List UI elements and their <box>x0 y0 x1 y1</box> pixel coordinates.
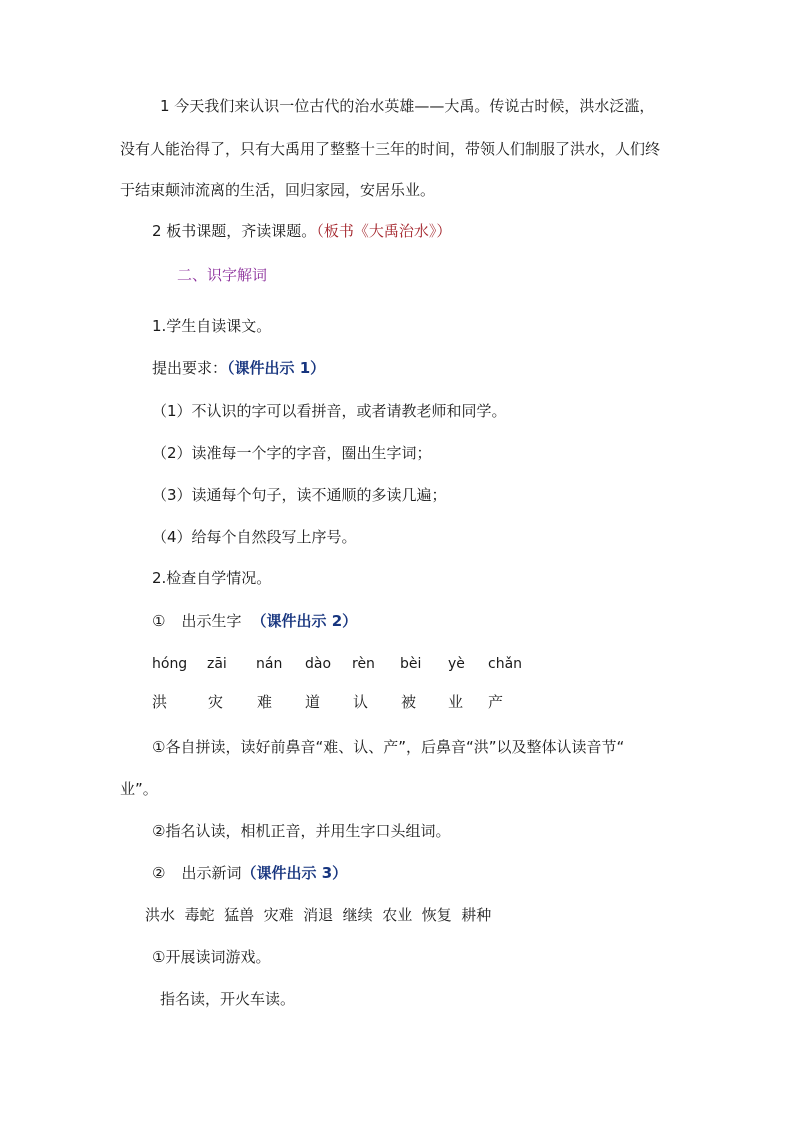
note-a-line-1: ①各自拼读，读好前鼻音“难、认、产”，后鼻音“洪”以及整体认读音节“ <box>152 738 625 756</box>
sub-step-1-marker: ① <box>152 612 166 630</box>
pinyin-bei: bèi <box>400 656 422 672</box>
requirement-1: （1）不认识的字可以看拼音，或者请教老师和同学。 <box>152 402 507 420</box>
char-zai: 灾 <box>208 693 224 711</box>
pinyin-ye: yè <box>448 656 465 672</box>
char-nan: 难 <box>257 693 273 711</box>
intro-step-2-text: 2 板书课题，齐读课题。 <box>152 222 317 240</box>
char-bei: 被 <box>401 693 417 711</box>
sub-step-1-text: 出示生字 <box>181 612 242 630</box>
sub-step-1 <box>152 611 357 631</box>
courseware-note-3: （课件出示 3） <box>241 864 348 882</box>
pinyin-nan: nán <box>256 656 283 672</box>
intro-line-1: 1 今天我们来认识一位古代的治水英雄——大禹。传说古时候，洪水泛滥， <box>160 97 655 115</box>
pinyin-ren: rèn <box>352 656 375 672</box>
requirements-label <box>152 358 325 378</box>
courseware-note-1: （课件出示 1） <box>227 359 326 377</box>
note-b: ②指名认读，相机正音，并用生字口头组词。 <box>152 822 451 840</box>
requirement-3: （3）读通每个句子，读不通顺的多读几遍； <box>152 486 447 504</box>
section-heading: 二、识字解词 <box>177 266 268 284</box>
pinyin-zai: zāi <box>207 656 227 672</box>
intro-line-3: 于结束颠沛流离的生活，回归家园，安居乐业。 <box>120 181 436 199</box>
requirements-label-text: 提出要求： <box>152 359 228 377</box>
char-hong: 洪 <box>152 693 168 711</box>
game-detail: 指名读，开火车读。 <box>160 990 296 1008</box>
sub-step-2-text: 出示新词 <box>181 864 242 882</box>
char-ye: 业 <box>448 693 464 711</box>
pinyin-chan: chǎn <box>488 656 523 672</box>
note-a-line-2: 业”。 <box>120 780 158 798</box>
requirement-4: （4）给每个自然段写上序号。 <box>152 528 357 546</box>
char-chan: 产 <box>488 693 504 711</box>
intro-line-2: 没有人能治得了，只有大禹用了整整十三年的时间，带领人们制服了洪水，人们终 <box>120 140 661 158</box>
pinyin-hong: hóng <box>152 656 188 672</box>
char-ren: 认 <box>353 693 369 711</box>
blackboard-note: （板书《大禹治水》） <box>316 222 452 240</box>
sub-step-2 <box>152 863 347 883</box>
requirement-2: （2）读准每一个字的字音，圈出生字词； <box>152 444 432 462</box>
courseware-note-2: （课件出示 2） <box>251 612 358 630</box>
game-line: ①开展读词游戏。 <box>152 948 271 966</box>
new-words: 洪水 毒蛇 猛兽 灾难 消退 继续 农业 恢复 耕种 <box>145 906 492 924</box>
pinyin-dao: dào <box>305 656 332 672</box>
step-1: 1.学生自读课文。 <box>152 317 272 335</box>
sub-step-2-marker: ② <box>152 864 166 882</box>
intro-step-2 <box>152 221 451 241</box>
char-dao: 道 <box>305 693 321 711</box>
step-2: 2.检查自学情况。 <box>152 569 272 587</box>
